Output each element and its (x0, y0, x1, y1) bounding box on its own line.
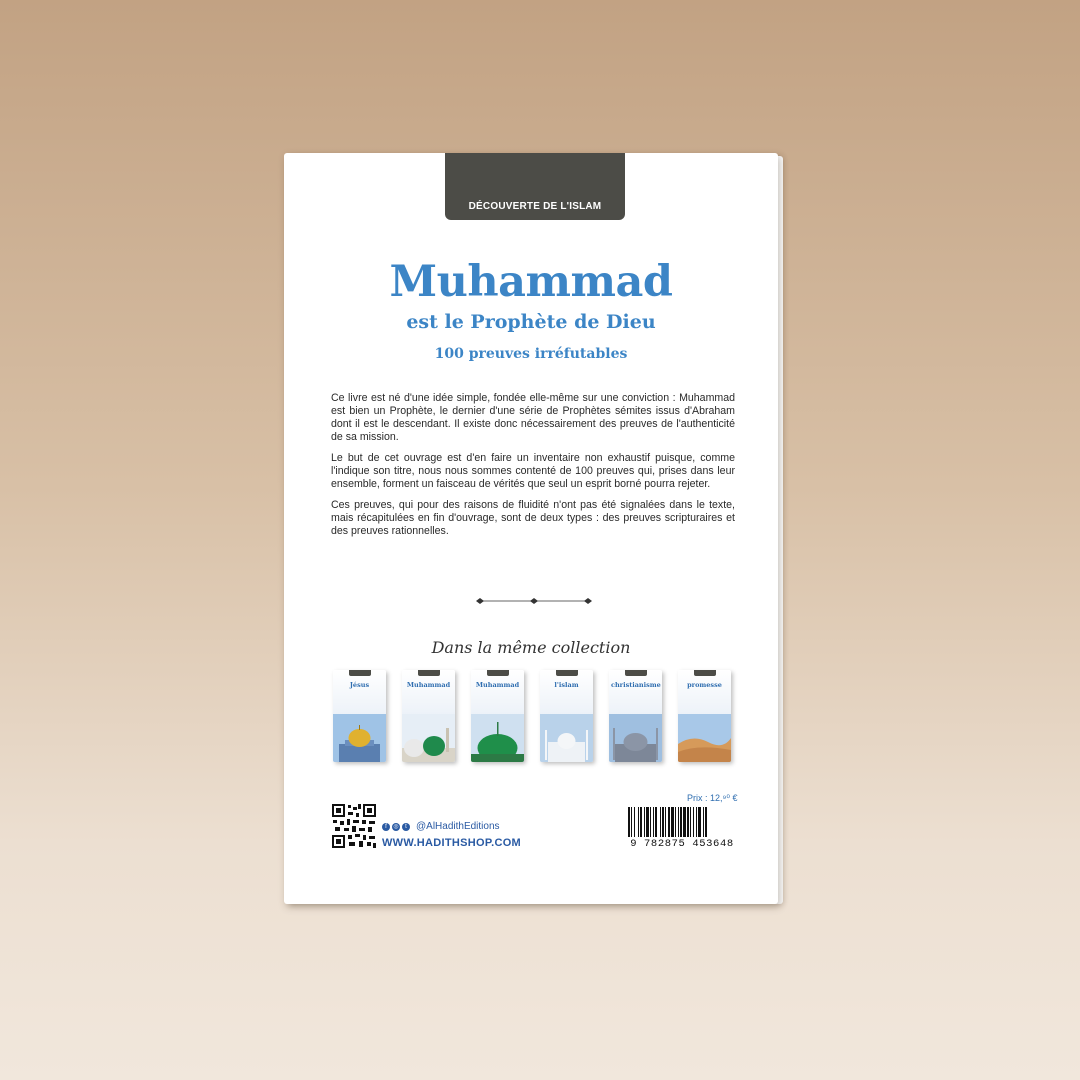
barcode-bar (631, 807, 632, 837)
barcode-bar (687, 807, 689, 837)
social-handle[interactable]: @AlHadithEditions (416, 821, 500, 832)
collection-book-title: christianisme (611, 681, 661, 689)
book-tagline: 100 preuves irréfutables (434, 346, 628, 362)
barcode-bar (640, 807, 642, 837)
barcode-bar (660, 807, 661, 837)
barcode-bar (705, 807, 707, 837)
collection-book (402, 670, 455, 762)
barcode-bar (653, 807, 654, 837)
book-tab (349, 670, 371, 676)
book-back-cover (284, 153, 778, 904)
dome-green-large-icon (471, 714, 524, 762)
collection-book (333, 670, 386, 762)
barcode-bar (698, 807, 701, 837)
barcode-bar (628, 807, 630, 837)
barcode-bar (680, 807, 682, 837)
blurb-paragraph: Le but de cet ouvrage est d'en faire un inventaire non exhaustif puisque, comme l'indique son titre, nous nous sommes contenté de 100 preuves qui, prises dans leur ensemble, forment un faisceau de vérités que seul un esprit borné pourra rejeter. (331, 452, 735, 490)
book-tab (625, 670, 647, 676)
collection-books (333, 670, 753, 765)
dome-gold-icon (333, 714, 386, 762)
barcode-bar (650, 807, 651, 837)
barcode-bar (671, 807, 674, 837)
website-link[interactable]: WWW.HADITHSHOP.COM (382, 837, 522, 849)
blurb (331, 392, 735, 546)
book-tab (694, 670, 716, 676)
collection-book-title: Muhammad (475, 681, 520, 689)
collection-book-title: Jésus (349, 681, 370, 689)
collection-book (540, 670, 593, 762)
book-tab (487, 670, 509, 676)
barcode-bar (703, 807, 704, 837)
barcode-bar (668, 807, 670, 837)
mosque-white-icon (540, 714, 593, 762)
category-tab (445, 153, 625, 220)
collection-book-title: l'islam (554, 681, 579, 689)
divider-ornament (474, 595, 594, 607)
dome-green-icon (402, 714, 455, 762)
instagram-icon[interactable]: ◎ (393, 823, 399, 830)
isbn-number: 9 782875 453648 (630, 838, 734, 850)
price-label: Prix : 12,⁹⁰ € (687, 793, 738, 803)
barcode-bar (634, 807, 635, 837)
barcode-bar (655, 807, 657, 837)
barcode-bar (693, 807, 694, 837)
book-title: Muhammad (389, 257, 673, 307)
barcode-bar (644, 807, 645, 837)
barcode-bar (665, 807, 666, 837)
mosque-grey-icon (609, 714, 662, 762)
barcode-bar (683, 807, 686, 837)
collection-book (678, 670, 731, 762)
barcode-bar (662, 807, 664, 837)
facebook-icon[interactable]: f (382, 823, 390, 831)
category-label: DÉCOUVERTE DE L'ISLAM (468, 201, 602, 212)
collection-book (471, 670, 524, 762)
barcode-bar (696, 807, 697, 837)
blurb-paragraph: Ce livre est né d'une idée simple, fondée elle-même sur une conviction : Muhammad est bien un Prophète, le dernier d'une série de Prophètes sémites issus d'Abraham dont il est le descendant. Il existe donc nécessairement des preuves de l'authenticité de sa mission. (331, 392, 735, 443)
social-links (382, 821, 500, 832)
book-tab (556, 670, 578, 676)
collection-heading: Dans la même collection (431, 638, 631, 657)
blurb-paragraph: Ces preuves, qui pour des raisons de fluidité n'ont pas été signalées dans le texte, mais récapitulées en fin d'ouvrage, sont de deux types : des preuves scripturaires et des preuves rationnelles. (331, 499, 735, 537)
book-tab (418, 670, 440, 676)
collection-book (609, 670, 662, 762)
barcode-bar (678, 807, 679, 837)
collection-book-title: Muhammad (406, 681, 451, 689)
book-subtitle: est le Prophète de Dieu (406, 311, 656, 333)
barcode-bar (646, 807, 649, 837)
twitter-icon[interactable]: t (402, 823, 410, 831)
barcode-bar (638, 807, 639, 837)
desert-icon (678, 714, 731, 762)
barcode-bar (675, 807, 676, 837)
barcode-bar (690, 807, 691, 837)
collection-book-title: promesse (687, 681, 722, 689)
qr-code-icon[interactable] (331, 803, 377, 849)
